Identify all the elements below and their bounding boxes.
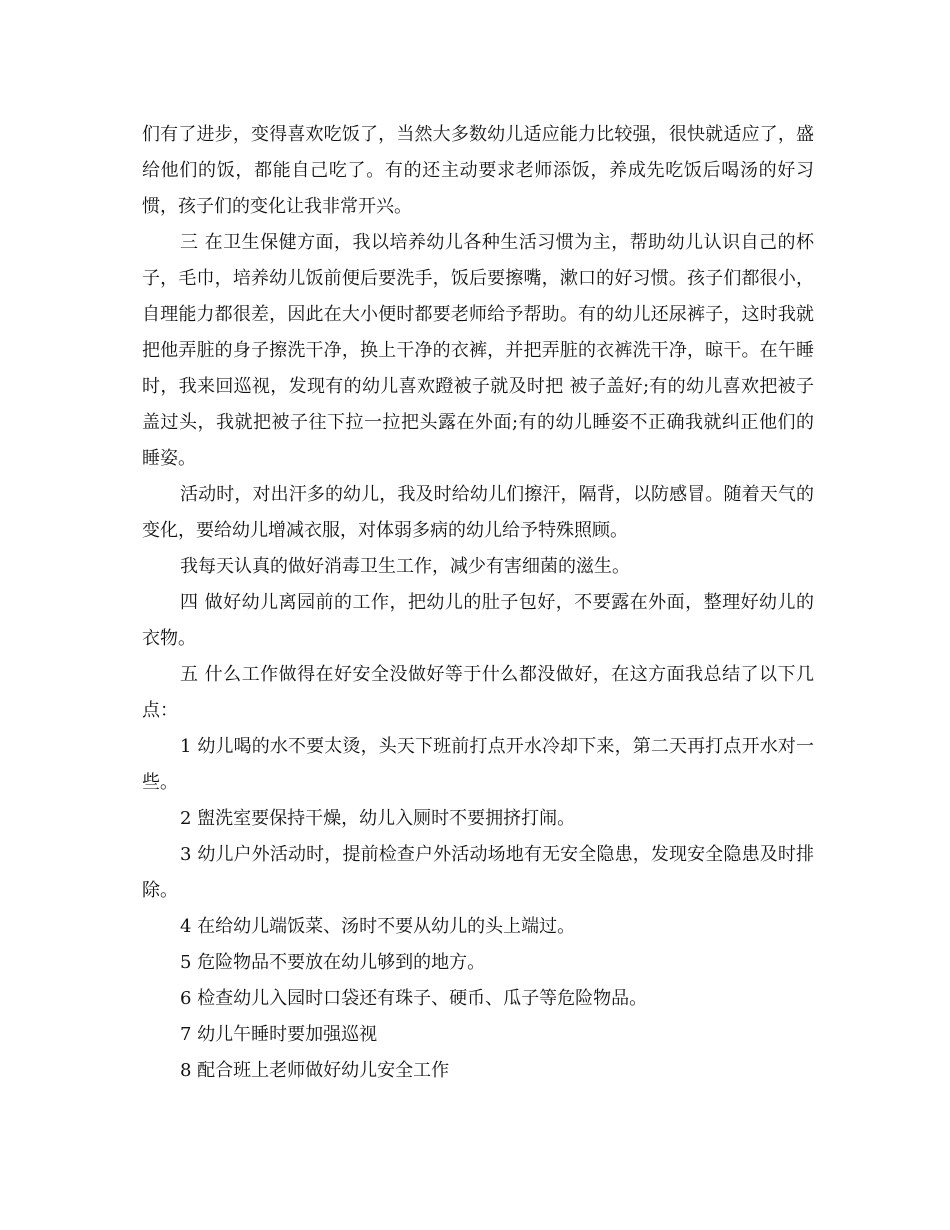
list-item-safety-3: 3 幼儿户外活动时，提前检查户外活动场地有无安全隐患，发现安全隐患及时排除。 [142,844,814,901]
list-item-safety-1: 1 幼儿喝的水不要太烫，头天下班前打点开水冷却下来，第二天再打点开水对一些。 [142,736,814,793]
list-item-safety-6: 6 检查幼儿入园时口袋还有珠子、硬币、瓜子等危险物品。 [180,988,648,1009]
document-body [142,117,814,1089]
list-item-safety-8: 8 配合班上老师做好幼儿安全工作 [180,1060,450,1081]
paragraph-disinfection: 我每天认真的做好消毒卫生工作，减少有害细菌的滋生。 [180,556,630,577]
paragraph-departure-work: 四 做好幼儿离园前的工作，把幼儿的肚子包好，不要露在外面，整理好幼儿的衣物。 [142,592,814,649]
list-item-safety-4: 4 在给幼儿端饭菜、汤时不要从幼儿的头上端过。 [180,916,576,937]
paragraph-continuation: 们有了进步，变得喜欢吃饭了，当然大多数幼儿适应能力比较强，很快就适应了，盛给他们的饭，都能自己吃了。有的还主动要求老师添饭，养成先吃饭后喝汤的好习惯，孩子们的变化让我非常开兴。 [142,124,814,217]
list-item-safety-5: 5 危险物品不要放在幼儿够到的地方。 [180,952,486,973]
list-item-safety-2: 2 盥洗室要保持干燥，幼儿入厕时不要拥挤打闹。 [180,808,576,829]
paragraph-safety-intro: 五 什么工作做得在好安全没做好等于什么都没做好，在这方面我总结了以下几点： [142,664,814,721]
paragraph-hygiene-care: 三 在卫生保健方面，我以培养幼儿各种生活习惯为主，帮助幼儿认识自己的杯子，毛巾，培养幼儿饭前便后要洗手，饭后要擦嘴，漱口的好习惯。孩子们都很小，自理能力都很差，因此在大小便时都要老师给予帮助。有的幼儿还尿裤子，这时我就把他弄脏的身子擦洗干净，换上干净的衣裤，并把弄脏的衣裤洗干净，晾干。在午睡时，我来回巡视，发现有的幼儿喜欢蹬被子就及时把 被子盖好;有的幼儿喜欢把被子盖过头，我就把被子往下拉一拉把头露在外面;有的幼儿睡姿不正确我就纠正他们的睡姿。 [142,232,814,469]
paragraph-activity-care: 活动时，对出汗多的幼儿，我及时给幼儿们擦汗，隔背，以防感冒。随着天气的变化，要给幼儿增减衣服，对体弱多病的幼儿给予特殊照顾。 [142,484,814,541]
list-item-safety-7: 7 幼儿午睡时要加强巡视 [180,1024,378,1045]
